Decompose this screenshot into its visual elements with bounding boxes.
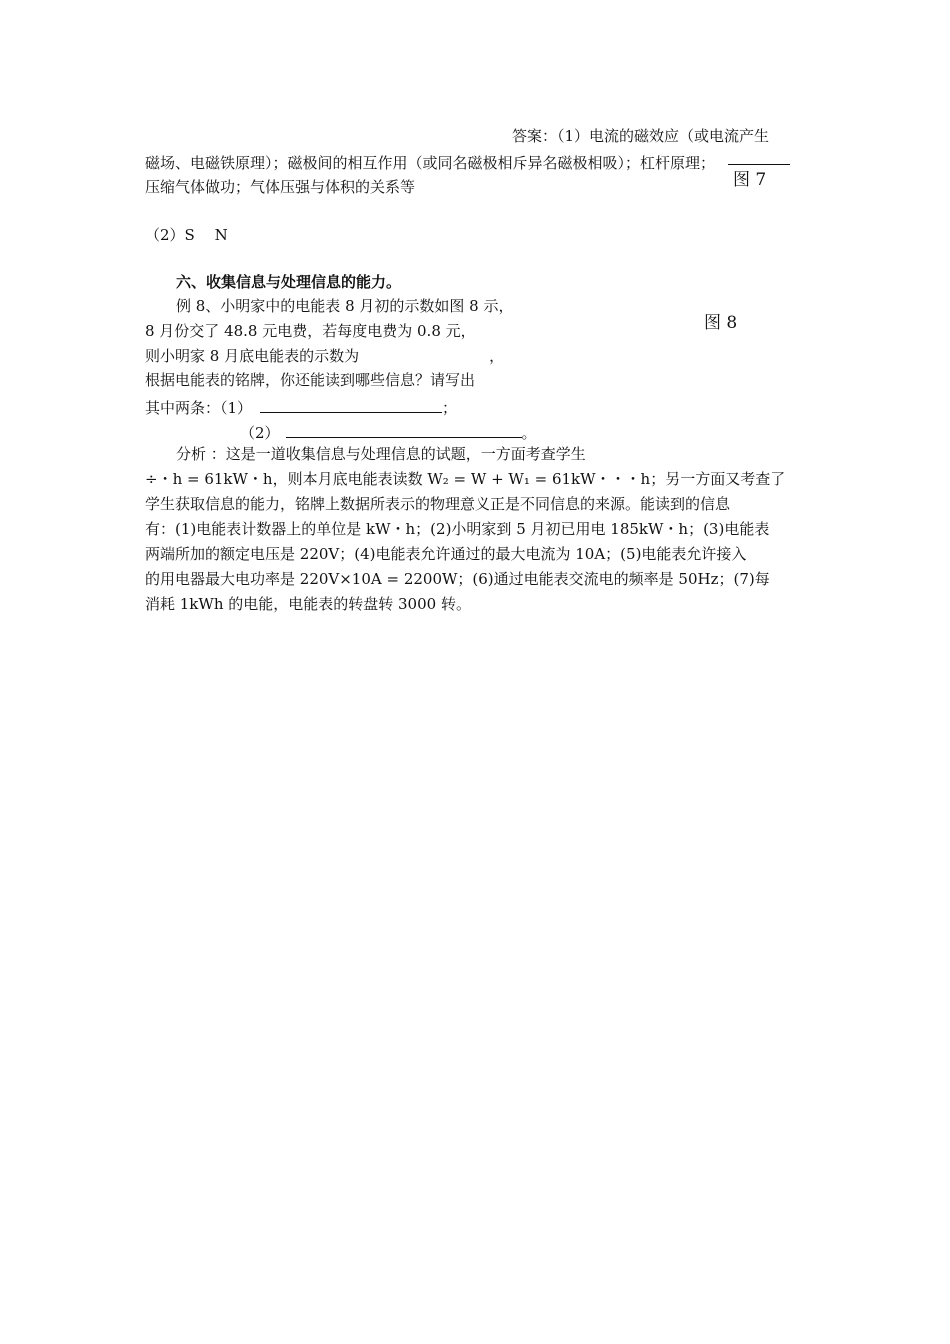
- figure-7-label: 图 7: [733, 170, 767, 190]
- analysis-line-5: 两端所加的额定电压是 220V；(4)电能表允许通过的最大电流为 10A；(5)电能表允许接入: [145, 545, 747, 563]
- example-line-1: 例 8、小明家中的电能表 8 月初的示数如图 8 示，: [176, 297, 514, 315]
- example-line-5-text: 其中两条：（1）: [145, 399, 253, 417]
- example-line-3: [145, 349, 504, 364]
- example-line-4: 根据电能表的铭牌，你还能读到哪些信息？请写出: [145, 371, 476, 389]
- answer-blank-2[interactable]: [260, 398, 442, 413]
- analysis-line-6: 的用电器最大电功率是 220V×10A = 2200W；(6)通过电能表交流电的频率是 50Hz；(7)每: [145, 570, 770, 588]
- overlap-line: [728, 164, 790, 165]
- analysis-line-3: 学生获取信息的能力，铭牌上数据所表示的物理意义正是不同信息的来源。能读到的信息: [145, 495, 731, 513]
- example-line-5-end: ；: [442, 399, 458, 417]
- example-line-6: [240, 423, 537, 441]
- example-line-6-end: 。: [521, 424, 537, 442]
- section-heading: 六、收集信息与处理信息的能力。: [176, 273, 402, 291]
- example-line-3-text: 则小明家 8 月底电能表的示数为: [145, 347, 360, 365]
- example-line-3-end: ，: [489, 347, 505, 365]
- answer-line-3: 压缩气体做功；气体压强与体积的关系等: [145, 178, 416, 196]
- analysis-line-1: 分析 ：这是一道收集信息与处理信息的试题，一方面考查学生: [176, 445, 586, 463]
- answer-blank-3[interactable]: [286, 423, 522, 438]
- answer-line-2: 磁场、电磁铁原理）；磁极间的相互作用（或同名磁极相斥异名磁极相吸）；杠杆原理；: [145, 154, 716, 172]
- answer-line-4: （2）S N: [145, 226, 228, 244]
- analysis-line-4: 有：(1)电能表计数器上的单位是 kW・h；(2)小明家到 5 月初已用电 185kW・h；(3)电能表: [145, 520, 770, 538]
- answer-line-1: 答案：（1）电流的磁效应（或电流产生: [512, 127, 770, 145]
- example-line-6-text: （2）: [240, 424, 280, 442]
- figure-8-label: 图 8: [704, 313, 738, 333]
- example-line-5: [145, 398, 457, 416]
- analysis-line-2: ÷・h = 61kW・h，则本月底电能表读数 W₂ = W + W₁ = 61kW・・・h；另一方面又考查了: [145, 470, 786, 488]
- analysis-line-7: 消耗 1kWh 的电能，电能表的转盘转 3000 转。: [145, 595, 471, 613]
- example-line-2: 8 月份交了 48.8 元电费，若每度电费为 0.8 元，: [145, 322, 476, 340]
